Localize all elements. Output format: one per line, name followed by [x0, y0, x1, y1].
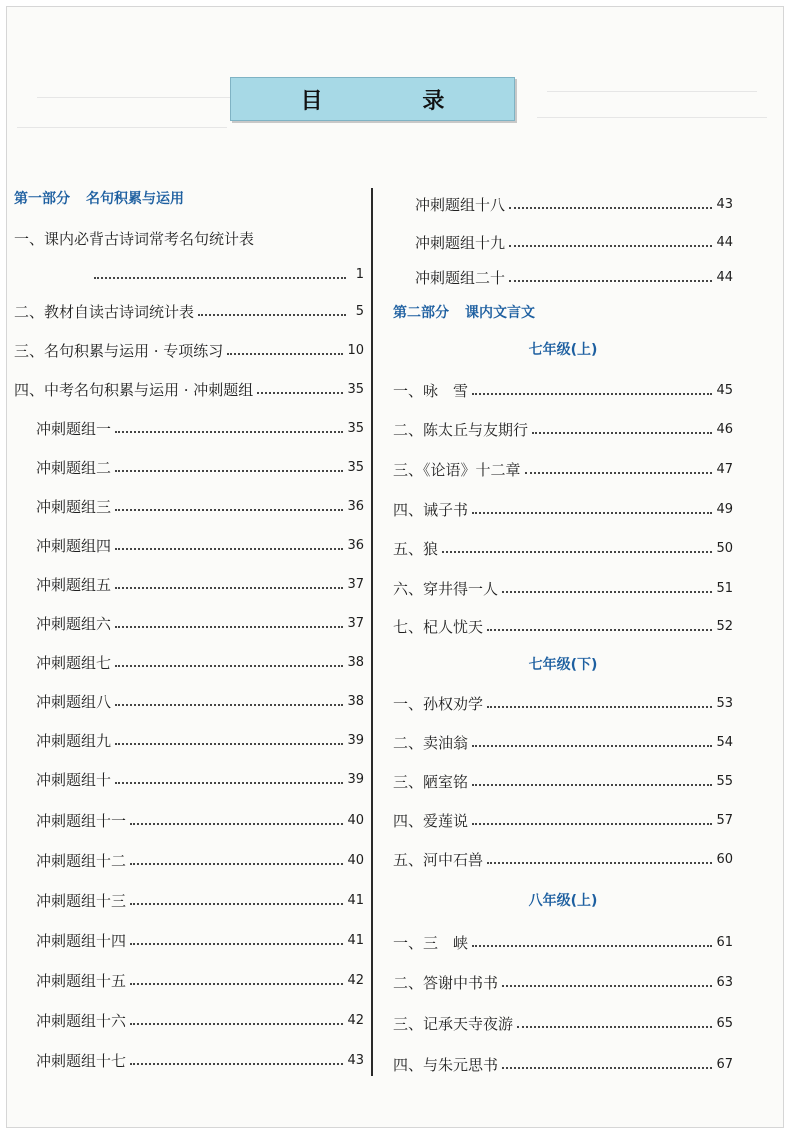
toc-entry-label: 冲刺题组九	[36, 731, 112, 750]
dot-leader	[509, 245, 712, 247]
toc-entry[interactable]	[393, 534, 733, 562]
dot-leader	[487, 629, 712, 631]
grade-heading: 八年级(上)	[528, 893, 598, 909]
toc-subentry[interactable]	[14, 687, 364, 715]
toc-subentry[interactable]	[14, 886, 364, 914]
toc-entry[interactable]	[393, 1050, 733, 1078]
toc-entry-page: 55	[716, 773, 733, 789]
toc-entry-page: 42	[347, 1012, 364, 1028]
dot-leader	[442, 551, 712, 553]
dot-leader	[115, 587, 343, 589]
dot-leader	[227, 353, 343, 355]
dot-leader	[130, 903, 343, 905]
toc-subentry[interactable]	[14, 453, 364, 481]
toc-entry-page: 60	[716, 851, 733, 867]
dot-leader	[115, 548, 343, 550]
toc-entry-page: 45	[716, 382, 733, 398]
dot-leader	[472, 945, 712, 947]
toc-entry[interactable]	[393, 612, 733, 640]
toc-entry-label: 五、狼	[393, 539, 439, 558]
toc-subentry[interactable]	[14, 570, 364, 598]
dot-leader	[509, 280, 712, 282]
dot-leader	[115, 470, 343, 472]
part-two-heading[interactable]	[393, 298, 733, 326]
dot-leader	[115, 626, 343, 628]
toc-subentry[interactable]	[393, 190, 733, 218]
dot-leader	[130, 1023, 343, 1025]
toc-entry-label: 四、中考名句积累与运用 · 冲刺题组	[14, 380, 254, 399]
toc-entry-label: 一、咏 雪	[393, 381, 469, 400]
dot-leader	[472, 823, 712, 825]
toc-subentry[interactable]	[14, 414, 364, 442]
toc-entry-label: 二、教材自读古诗词统计表	[14, 302, 195, 321]
dot-leader	[198, 314, 346, 316]
toc-subentry[interactable]	[14, 1006, 364, 1034]
dot-leader	[472, 393, 712, 395]
dot-leader	[472, 745, 712, 747]
toc-entry-label: 六、穿井得一人	[393, 579, 499, 598]
toc-entry-continuation[interactable]	[14, 260, 364, 288]
toc-entry-label: 一、课内必背古诗词常考名句统计表	[14, 229, 255, 248]
dot-leader	[502, 985, 712, 987]
toc-entry-label: 四、爱莲说	[393, 811, 469, 830]
dot-leader	[115, 782, 343, 784]
toc-entry-page: 35	[347, 459, 364, 475]
toc-entry[interactable]	[393, 728, 733, 756]
toc-entry-label: 五、河中石兽	[393, 850, 484, 869]
toc-entry-label: 冲刺题组十九	[415, 233, 506, 252]
toc-entry-page: 49	[716, 501, 733, 517]
toc-entry[interactable]	[393, 455, 733, 483]
toc-entry-label: 冲刺题组二十	[415, 268, 506, 287]
toc-entry-label: 冲刺题组十四	[36, 931, 127, 950]
toc-entry[interactable]	[14, 224, 364, 252]
toc-subentry[interactable]	[14, 846, 364, 874]
grade-heading: 七年级(上)	[528, 342, 598, 358]
toc-subentry[interactable]	[14, 966, 364, 994]
toc-entry-label: 三、记承天寺夜游	[393, 1014, 514, 1033]
toc-entry-page: 46	[716, 421, 733, 437]
toc-entry-label: 二、陈太丘与友期行	[393, 420, 529, 439]
toc-entry-label: 二、卖油翁	[393, 733, 469, 752]
toc-entry-label: 冲刺题组二	[36, 458, 112, 477]
toc-entry-label: 冲刺题组六	[36, 614, 112, 633]
toc-entry-label: 冲刺题组十六	[36, 1011, 127, 1030]
part-one-label: 第一部分	[14, 191, 70, 207]
toc-entry-page: 50	[716, 540, 733, 556]
toc-subentry[interactable]	[14, 806, 364, 834]
toc-entry-label: 三、陋室铭	[393, 772, 469, 791]
dot-leader	[502, 591, 712, 593]
toc-entry-page: 54	[716, 734, 733, 750]
toc-subentry[interactable]	[14, 726, 364, 754]
toc-entry-label: 四、诫子书	[393, 500, 469, 519]
dot-leader	[115, 431, 343, 433]
toc-entry-label: 冲刺题组十三	[36, 891, 127, 910]
toc-entry-page: 38	[347, 693, 364, 709]
toc-entry-label: 三、名句积累与运用 · 专项练习	[14, 341, 224, 360]
page-title: 目 录	[230, 77, 515, 121]
toc-subentry[interactable]	[14, 492, 364, 520]
toc-entry[interactable]	[393, 928, 733, 956]
dot-leader	[130, 863, 343, 865]
dot-leader	[502, 1067, 712, 1069]
toc-subentry[interactable]	[393, 263, 733, 291]
toc-entry[interactable]	[14, 336, 364, 364]
toc-entry-page: 52	[716, 618, 733, 634]
toc-entry[interactable]	[393, 1009, 733, 1037]
dot-leader	[525, 472, 713, 474]
toc-entry-label: 冲刺题组四	[36, 536, 112, 555]
toc-entry-page: 36	[347, 498, 364, 514]
dot-leader	[472, 512, 712, 514]
dot-leader	[130, 943, 343, 945]
dot-leader	[532, 432, 712, 434]
toc-entry-label: 冲刺题组十七	[36, 1051, 127, 1070]
toc-entry-label: 冲刺题组一	[36, 419, 112, 438]
toc-entry[interactable]	[393, 415, 733, 443]
toc-entry[interactable]	[14, 297, 364, 325]
toc-entry-page: 43	[716, 196, 733, 212]
part-two-label: 第二部分	[393, 305, 449, 321]
toc-entry-page: 41	[347, 892, 364, 908]
toc-entry-page: 42	[347, 972, 364, 988]
toc-entry-page: 44	[716, 269, 733, 285]
dot-leader	[517, 1026, 712, 1028]
toc-entry-page: 5	[355, 303, 364, 319]
page	[6, 6, 784, 1128]
toc-entry-label: 七、杞人忧天	[393, 617, 484, 636]
toc-entry-page: 39	[347, 771, 364, 787]
toc-entry-label: 三、《论语》十二章	[393, 460, 521, 479]
toc-entry[interactable]	[393, 495, 733, 523]
dot-leader	[509, 207, 712, 209]
toc-subentry[interactable]	[14, 926, 364, 954]
toc-subentry[interactable]	[14, 648, 364, 676]
toc-subentry[interactable]	[393, 228, 733, 256]
toc-entry-page: 37	[347, 615, 364, 631]
toc-entry-label: 冲刺题组七	[36, 653, 112, 672]
toc-subentry[interactable]	[14, 531, 364, 559]
part-one-name: 名句积累与运用	[86, 191, 184, 207]
dot-leader	[130, 983, 343, 985]
dot-leader	[115, 743, 343, 745]
toc-entry-page: 41	[347, 932, 364, 948]
toc-entry-label: 冲刺题组十八	[415, 195, 506, 214]
toc-entry[interactable]	[393, 845, 733, 873]
toc-entry[interactable]	[393, 767, 733, 795]
toc-entry-page: 51	[716, 580, 733, 596]
toc-entry-page: 63	[716, 974, 733, 990]
toc-entry-page: 39	[347, 732, 364, 748]
toc-entry-label: 四、与朱元思书	[393, 1055, 499, 1074]
dot-leader	[94, 277, 346, 279]
toc-subentry[interactable]	[14, 1046, 364, 1074]
toc-entry-label: 二、答谢中书书	[393, 973, 499, 992]
toc-subentry[interactable]	[14, 609, 364, 637]
dot-leader	[130, 823, 343, 825]
column-divider	[371, 188, 373, 1076]
toc-entry-label: 冲刺题组八	[36, 692, 112, 711]
toc-subentry[interactable]	[14, 765, 364, 793]
toc-entry-page: 1	[355, 266, 364, 282]
toc-entry-page: 67	[716, 1056, 733, 1072]
dot-leader	[487, 706, 712, 708]
dot-leader	[257, 392, 343, 394]
toc-entry[interactable]	[393, 689, 733, 717]
part-two-name: 课内文言文	[465, 305, 535, 321]
toc-entry-page: 37	[347, 576, 364, 592]
dot-leader	[472, 784, 712, 786]
toc-entry-page: 47	[716, 461, 733, 477]
toc-entry-label: 冲刺题组十	[36, 770, 112, 789]
toc-entry-label: 冲刺题组三	[36, 497, 112, 516]
toc-entry[interactable]	[14, 375, 364, 403]
toc-entry-label: 冲刺题组五	[36, 575, 112, 594]
dot-leader	[487, 862, 712, 864]
dot-leader	[115, 665, 343, 667]
toc-entry-page: 44	[716, 234, 733, 250]
toc-entry-label: 冲刺题组十一	[36, 811, 127, 830]
toc-entry-page: 57	[716, 812, 733, 828]
toc-entry-page: 40	[347, 812, 364, 828]
toc-entry-label: 一、孙权劝学	[393, 694, 484, 713]
toc-entry[interactable]	[393, 968, 733, 996]
dot-leader	[130, 1063, 343, 1065]
toc-entry-page: 10	[347, 342, 364, 358]
toc-entry-page: 53	[716, 695, 733, 711]
toc-entry[interactable]	[393, 376, 733, 404]
toc-entry-label: 一、三 峡	[393, 933, 469, 952]
toc-entry-page: 61	[716, 934, 733, 950]
dot-leader	[115, 704, 343, 706]
toc-entry-page: 35	[347, 420, 364, 436]
toc-entry-label: 冲刺题组十二	[36, 851, 127, 870]
toc-entry-page: 36	[347, 537, 364, 553]
toc-entry[interactable]	[393, 806, 733, 834]
toc-entry[interactable]	[393, 574, 733, 602]
toc-entry-page: 38	[347, 654, 364, 670]
part-one-heading[interactable]	[14, 184, 364, 212]
grade-heading: 七年级(下)	[528, 657, 598, 673]
toc-entry-page: 40	[347, 852, 364, 868]
dot-leader	[115, 509, 343, 511]
toc-entry-label: 冲刺题组十五	[36, 971, 127, 990]
toc-entry-page: 35	[347, 381, 364, 397]
toc-entry-page: 65	[716, 1015, 733, 1031]
toc-entry-page: 43	[347, 1052, 364, 1068]
